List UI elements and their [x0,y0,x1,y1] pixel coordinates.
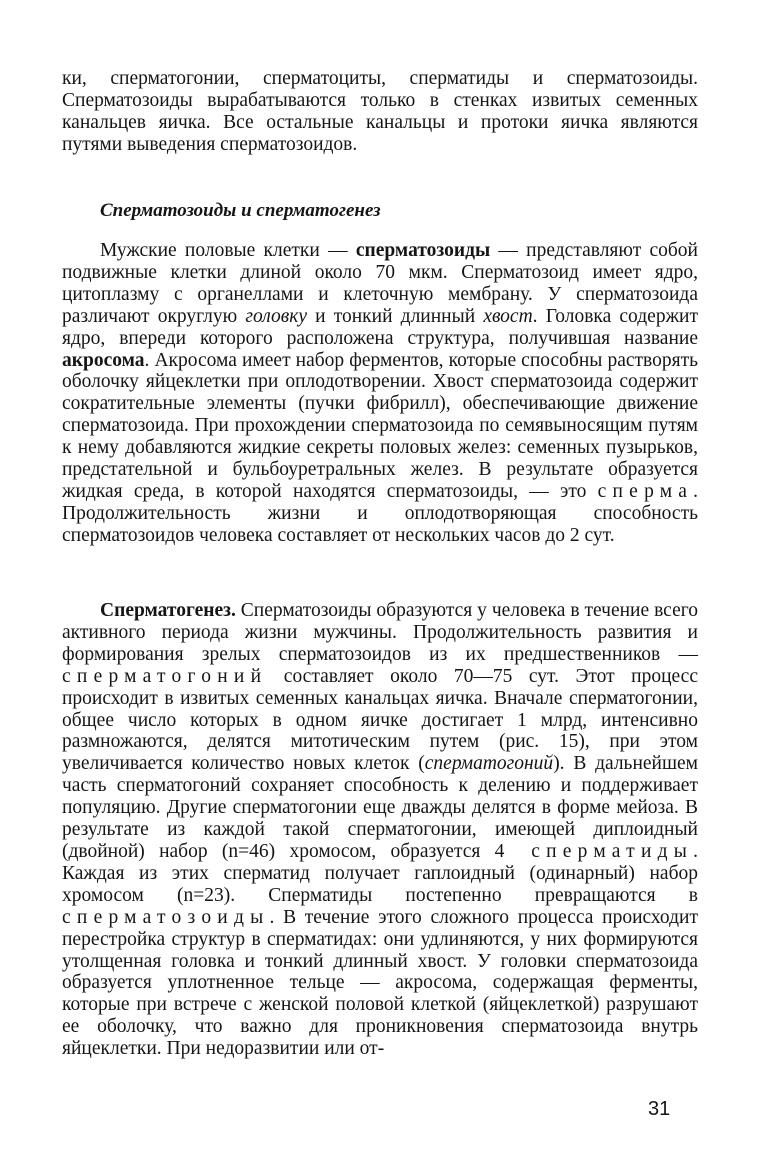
intro-paragraph [62,68,698,156]
intro-text: ки, сперматогонии, сперматоциты, сперматиды и сперматозоиды. Сперматозоиды вырабатываются только в стенках извитых семенных канальцев яичка. Все остальные канальцы и протоки яичка являются путями выведения сперматозоидов. [62,68,698,155]
bold-term: сперматозоиды [355,240,491,261]
text: и тонкий длинный [307,305,484,327]
page-number: 31 [648,1098,671,1120]
text: — представляют собой подвижные клетки длиной около 70 мкм. Сперматозоид имеет ядро, цитоплазму с органеллами и клеточную мембрану. У сперматозоида различают округлую [62,240,698,327]
text: ). В дальнейшем часть сперматогоний сохраняет способность к делению и поддерживает популяцию. Другие сперматогонии еще дважды делятся в форме мейоза. В результате из каждой такой сперматогонии, имеющей диплоидный (двойной) набор (n=46) хромосом, образуется [62,753,698,862]
text: . Головка содержит ядро, впереди которого расположена структура, получившая название [62,305,699,349]
text: Сперматозоиды образуются у человека в течение всего активного периода жизни мужчины. Продолжительность развития и формирования зрелых сперматозоидов из их предшественников — [62,600,698,665]
text: Мужские половые клетки — [100,240,356,261]
text: . В течение этого сложного процесса происходит перестройка структур в сперматидах: они удлиняются, у них формируются утолщенная головка и тонкий длинный хвост. У головки сперматозоида образуется уплотненное тельце — акросома, содержащая ферменты, которые при встрече с женской половой клеткой (яйцеклеткой) разрушают ее оболочку, что важно для проникновения сперматозоида внутрь яйцеклетки. При недоразвитии или от- [62,906,698,1060]
text: . Продолжительность жизни и оплодотворяющая способность сперматозоидов человека составляет от нескольких часов до 2 сут. [62,480,698,546]
spaced-term: сперматозоиды [62,906,270,928]
section-heading: Сперматозоиды и сперматогенез [100,200,381,221]
bold-term: акросома [62,349,145,371]
text: . Акросома имеет набор ферментов, которые способны растворять оболочку яйцеклетки при оплодотворении. Хвост сперматозоида содержит сократительные элементы (пучки фибрилл), обеспечивающие движение сперматозоида. При прохождении сперматозоида по семявыносящим путям к нему добавляются жидкие секреты половых желез: семенных пузырьков, предстательной и бульбоуретральных желез. В результате образуется жидкая среда, в которой находятся сперматозоиды, — это [62,349,698,502]
text: составляет около 70—75 сут. Этот процесс происходит в извитых семенных канальцах яичка. Вначале сперматогонии, общее число которых в одном яичке достигает 1 млрд, интенсивно размножаются, делятся митотическим путем (рис. 15), при этом увеличивается количество новых клеток ( [62,665,698,775]
italic-term: головку [245,305,307,327]
text: . Каждая из этих сперматид получает гаплоидный (одинарный) набор хромосом (n=23). Сперматиды постепенно превращаются в [62,840,699,906]
spaced-term: 4 сперматиды [494,840,694,862]
spaced-term: сперма [597,480,694,502]
spaced-term: сперматогоний [62,665,268,687]
paragraph-spermatozoa [62,240,698,547]
paragraph-spermatogenesis [62,600,698,1060]
italic-term: хвост [483,305,533,327]
bold-term: Сперматогенез. [100,600,236,621]
italic-term: сперматогоний [424,753,554,775]
